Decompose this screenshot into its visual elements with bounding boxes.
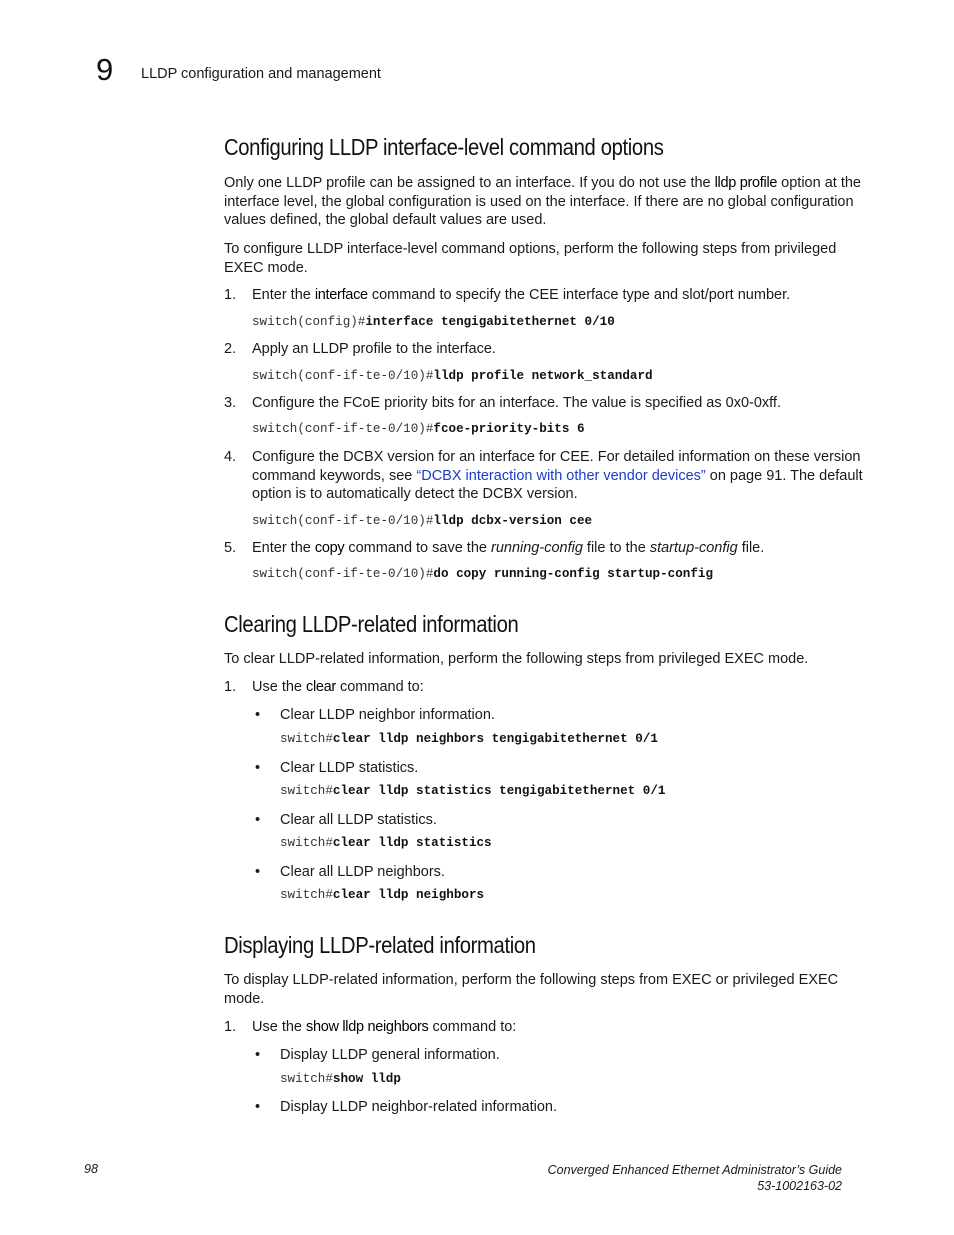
code-example: switch#show lldp bbox=[280, 1072, 401, 1086]
section1-paragraph-2: To configure LLDP interface-level command options, perform the following steps from privileged EXEC mode. bbox=[224, 241, 837, 276]
code-example: switch(config)#interface tengigabitethernet 0/10 bbox=[252, 315, 615, 329]
bullet-icon: • bbox=[255, 1099, 261, 1115]
keyword-lldp-profile: lldp profile bbox=[714, 175, 778, 191]
bullet-icon: • bbox=[255, 1047, 261, 1063]
keyword-interface: interface bbox=[314, 287, 368, 303]
bullet-icon: • bbox=[255, 812, 261, 828]
code-example: switch#clear lldp neighbors tengigabitethernet 0/1 bbox=[280, 732, 658, 746]
bullet-icon: • bbox=[255, 864, 261, 880]
code-example: switch#clear lldp statistics bbox=[280, 836, 492, 850]
section-heading-displaying: Displaying LLDP-related information bbox=[224, 932, 536, 958]
code-example: switch(conf-if-te-0/10)#lldp profile network_standard bbox=[252, 369, 653, 383]
keyword-show-lldp-neighbors: show lldp neighbors bbox=[306, 1019, 429, 1035]
step-4: 4. Configure the DCBX version for an interface for CEE. For detailed information on these version command keywords, see “DCBX interaction with other vendor devices” on page 91. The default option is to automatically detect the DCBX version. bbox=[224, 449, 863, 502]
cross-reference-link[interactable]: “DCBX interaction with other vendor devices” bbox=[416, 467, 706, 484]
code-example: switch(conf-if-te-0/10)#do copy running-config startup-config bbox=[252, 567, 714, 581]
bullet-icon: • bbox=[255, 707, 261, 723]
page-number: 98 bbox=[84, 1162, 98, 1176]
section1-paragraph-1: Only one LLDP profile can be assigned to an interface. If you do not use the lldp profile option at the interface level, the global configuration is used on the interface. If there are no global configuration values defined, the global default values are used. bbox=[224, 175, 861, 228]
section2-paragraph: To clear LLDP-related information, perform the following steps from privileged EXEC mode. bbox=[224, 651, 809, 667]
section-heading-clearing: Clearing LLDP-related information bbox=[224, 611, 519, 637]
guide-title: Converged Enhanced Ethernet Administrator’s Guide bbox=[547, 1163, 842, 1177]
code-example: switch(conf-if-te-0/10)#fcoe-priority-bits 6 bbox=[252, 422, 585, 436]
chapter-number: 9 bbox=[96, 52, 114, 87]
chapter-title: LLDP configuration and management bbox=[141, 66, 381, 82]
bullet-icon: • bbox=[255, 760, 261, 776]
code-example: switch#clear lldp statistics tengigabitethernet 0/1 bbox=[280, 784, 666, 798]
section-heading-configuring: Configuring LLDP interface-level command options bbox=[224, 134, 664, 160]
code-example: switch(conf-if-te-0/10)#lldp dcbx-version cee bbox=[252, 514, 593, 528]
code-example: switch#clear lldp neighbors bbox=[280, 888, 485, 902]
document-number: 53-1002163-02 bbox=[757, 1179, 842, 1193]
footer-document-info bbox=[548, 1162, 842, 1194]
keyword-clear: clear bbox=[306, 679, 336, 695]
keyword-copy: copy bbox=[314, 540, 345, 556]
section3-paragraph: To display LLDP-related information, perform the following steps from EXEC or privileged EXEC mode. bbox=[224, 972, 839, 1007]
